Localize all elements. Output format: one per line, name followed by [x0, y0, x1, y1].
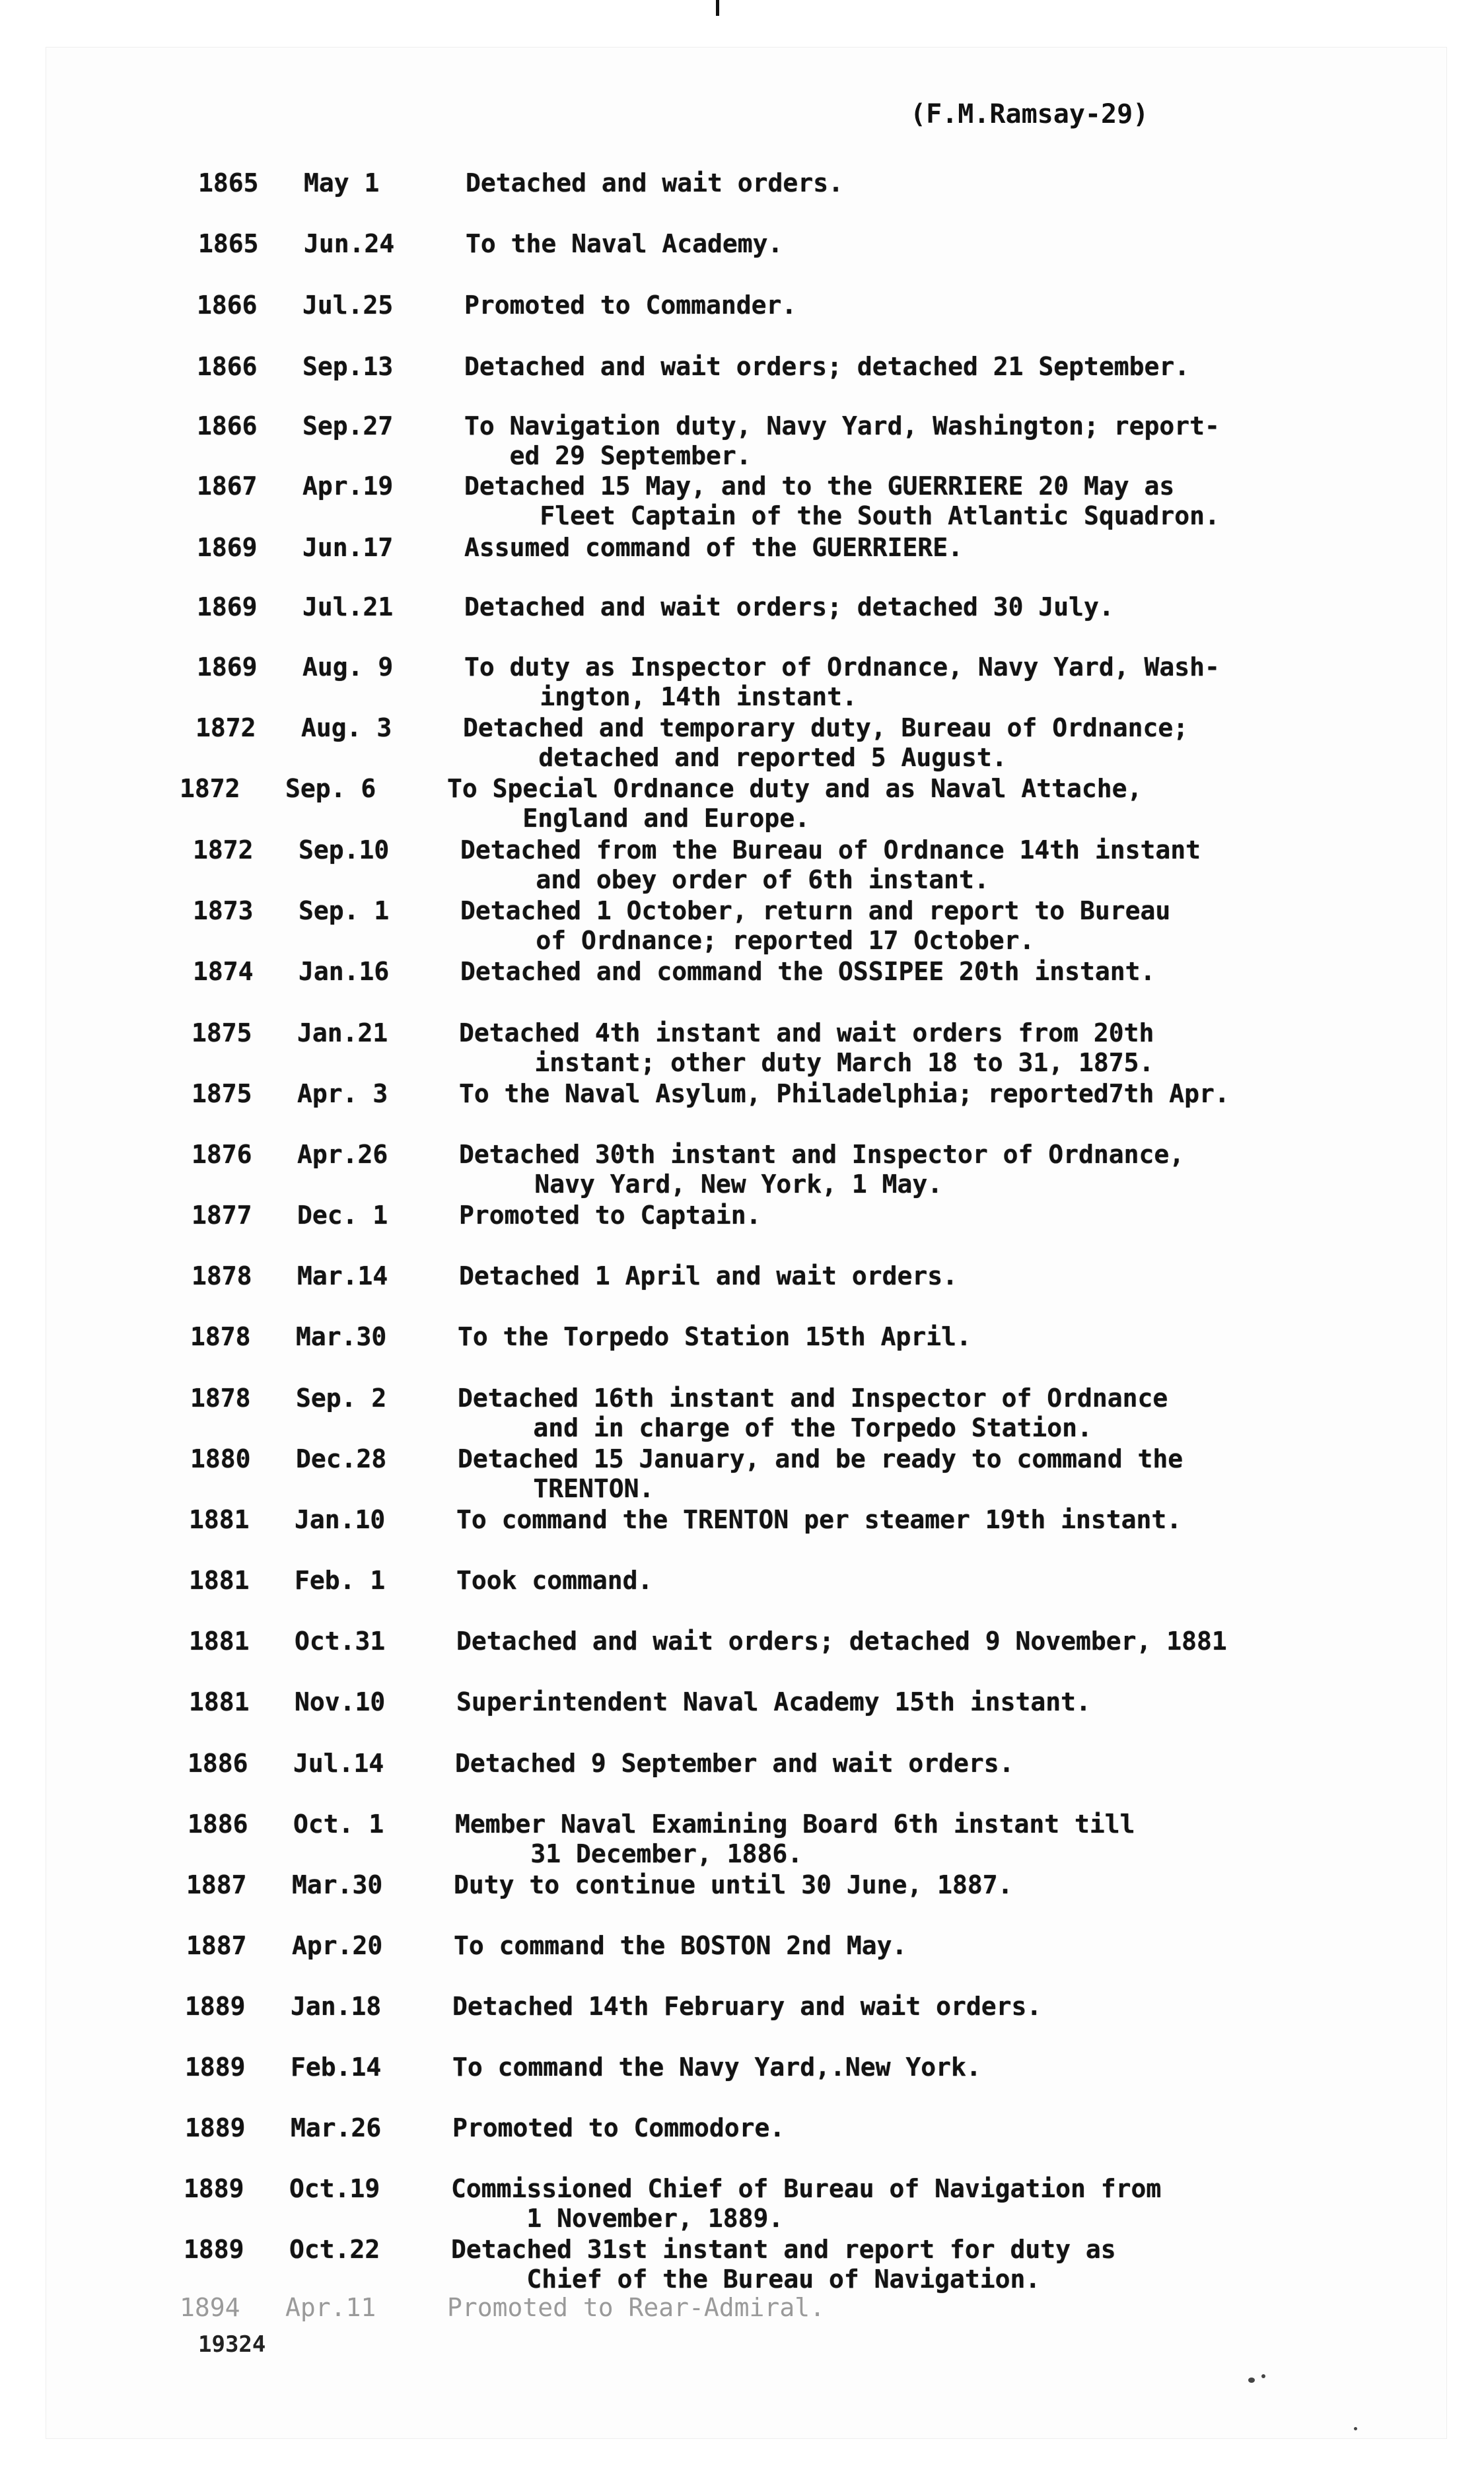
- entry-date: Apr. 3: [297, 1079, 388, 1108]
- entry-date: Feb.14: [291, 2053, 382, 2082]
- entry-description: Detached 30th instant and Inspector of Ordnance, Navy Yard, New York, 1 May.: [459, 1140, 1185, 1199]
- entry-date: Sep.10: [299, 835, 390, 864]
- entry-description: Detached 15 January, and be ready to command the TRENTON.: [458, 1444, 1184, 1503]
- document-number: 19324: [198, 2331, 266, 2358]
- entry-description: To duty as Inspector of Ordnance, Navy Yard, Wash- ington, 14th instant.: [464, 652, 1220, 711]
- entry-date: Jul.21: [302, 592, 394, 621]
- entry-year: 1869: [197, 533, 258, 562]
- entry-date: Jan.16: [299, 957, 390, 986]
- entry-description: Detached from the Bureau of Ordnance 14th instant and obey order of 6th instant.: [460, 835, 1201, 894]
- header-reference: (F.M.Ramsay-29): [910, 99, 1149, 129]
- entry-date: Dec.28: [296, 1444, 387, 1473]
- entry-description: To the Naval Asylum, Philadelphia; reported7th Apr.: [459, 1079, 1230, 1108]
- entry-year: 1873: [193, 896, 254, 925]
- entry-description: Detached 9 September and wait orders.: [455, 1749, 1014, 1778]
- entry-year: 1866: [197, 411, 258, 441]
- entry-date: Jun.24: [304, 229, 395, 258]
- entry-date: Sep. 6: [285, 774, 376, 803]
- entry-date: Oct.22: [289, 2235, 380, 2264]
- entry-description: To Navigation duty, Navy Yard, Washington; report- ed 29 September.: [464, 411, 1220, 470]
- entry-description: Detached 1 October, return and report to Bureau of Ordnance; reported 17 October.: [460, 896, 1171, 955]
- entry-year: 1877: [192, 1201, 252, 1230]
- entry-date: Sep. 1: [299, 896, 390, 925]
- entry-year: 1886: [188, 1749, 248, 1778]
- entry-date: Sep.13: [302, 352, 394, 381]
- entry-year: 1876: [192, 1140, 252, 1169]
- entry-date: Mar.30: [292, 1870, 383, 1899]
- entry-date: Nov.10: [295, 1687, 386, 1716]
- scan-speck: [1248, 2378, 1255, 2383]
- entry-description: Detached 1 April and wait orders.: [459, 1261, 958, 1290]
- entry-year: 1869: [197, 652, 258, 682]
- entry-description: Detached and wait orders; detached 21 September.: [464, 352, 1190, 381]
- entry-year: 1881: [189, 1566, 250, 1595]
- entry-description: Promoted to Captain.: [459, 1201, 761, 1230]
- entry-year: 1889: [185, 2053, 246, 2082]
- entry-date: Mar.26: [291, 2113, 382, 2142]
- entry-year: 1887: [186, 1931, 247, 1960]
- entry-date: Jan.10: [295, 1505, 386, 1534]
- entry-description: Member Naval Examining Board 6th instant till 31 December, 1886.: [455, 1810, 1135, 1868]
- entry-description: Detached 15 May, and to the GUERRIERE 20 May as Fleet Captain of the South Atlantic Squadron.: [464, 472, 1220, 530]
- entry-year: 1878: [190, 1322, 251, 1351]
- entry-year: 1872: [195, 713, 256, 742]
- entry-description: To the Torpedo Station 15th April.: [458, 1322, 972, 1351]
- entry-date: Oct.19: [289, 2174, 380, 2203]
- entry-description: Detached and temporary duty, Bureau of Ordnance; detached and reported 5 August.: [463, 713, 1189, 772]
- entry-year: 1880: [190, 1444, 251, 1473]
- entry-description: Detached 4th instant and wait orders from 20th instant; other duty March 18 to 31, 1875.: [459, 1018, 1154, 1077]
- entry-description: Promoted to Commodore.: [452, 2113, 785, 2142]
- entry-year: 1865: [198, 168, 259, 197]
- entry-description: Detached 31st instant and report for duty as Chief of the Bureau of Navigation.: [451, 2235, 1116, 2294]
- entry-year: 1866: [197, 352, 258, 381]
- entry-date: Dec. 1: [297, 1201, 388, 1230]
- entry-date: Jan.21: [297, 1018, 388, 1047]
- entry-date: Mar.14: [297, 1261, 388, 1290]
- entry-date: Aug. 3: [301, 713, 392, 742]
- entry-date: Jul.25: [302, 291, 394, 320]
- entry-year: 1894: [180, 2293, 240, 2322]
- entry-year: 1872: [193, 835, 254, 864]
- entry-year: 1886: [188, 1810, 248, 1839]
- entry-description: To the Naval Academy.: [466, 229, 783, 258]
- scan-speck: [1354, 2427, 1357, 2430]
- entry-year: 1889: [184, 2174, 244, 2203]
- entry-description: Detached and wait orders; detached 9 November, 1881: [456, 1627, 1227, 1656]
- entry-description: Assumed command of the GUERRIERE.: [464, 533, 963, 562]
- entry-year: 1889: [184, 2235, 244, 2264]
- entry-date: Apr.19: [302, 472, 394, 501]
- entry-date: Sep. 2: [296, 1384, 387, 1413]
- entry-description: Detached 16th instant and Inspector of Ordnance and in charge of the Torpedo Station.: [458, 1384, 1168, 1442]
- entry-year: 1881: [189, 1505, 250, 1534]
- entry-description: Duty to continue until 30 June, 1887.: [454, 1870, 1013, 1899]
- entry-year: 1881: [189, 1687, 250, 1716]
- entry-date: Feb. 1: [295, 1566, 386, 1595]
- entry-date: Jul.14: [293, 1749, 384, 1778]
- entry-year: 1887: [186, 1870, 247, 1899]
- entry-year: 1878: [192, 1261, 252, 1290]
- entry-date: Sep.27: [302, 411, 394, 441]
- entry-description: Promoted to Rear-Admiral.: [447, 2293, 825, 2322]
- entry-description: To command the Navy Yard,.New York.: [452, 2053, 981, 2082]
- entry-year: 1889: [185, 2113, 246, 2142]
- entry-date: Oct. 1: [293, 1810, 384, 1839]
- entry-date: Apr.20: [292, 1931, 383, 1960]
- entry-description: Took command.: [456, 1566, 653, 1595]
- entry-description: Detached 14th February and wait orders.: [452, 1992, 1042, 2021]
- entry-date: May 1: [304, 168, 380, 197]
- entry-description: To command the TRENTON per steamer 19th instant.: [456, 1505, 1182, 1534]
- entry-date: Mar.30: [296, 1322, 387, 1351]
- entry-year: 1865: [198, 229, 259, 258]
- entry-date: Jan.18: [291, 1992, 382, 2021]
- entry-description: Promoted to Commander.: [464, 291, 797, 320]
- entry-year: 1875: [192, 1079, 252, 1108]
- entry-date: Apr.11: [285, 2293, 376, 2322]
- entry-date: Oct.31: [295, 1627, 386, 1656]
- entry-date: Apr.26: [297, 1140, 388, 1169]
- entry-year: 1881: [189, 1627, 250, 1656]
- entry-year: 1875: [192, 1018, 252, 1047]
- entry-description: To Special Ordnance duty and as Naval Attache, England and Europe.: [447, 774, 1143, 833]
- entry-description: Detached and wait orders.: [466, 168, 843, 197]
- entry-description: Superintendent Naval Academy 15th instant.: [456, 1687, 1091, 1716]
- entry-year: 1874: [193, 957, 254, 986]
- entry-year: 1869: [197, 592, 258, 621]
- scan-speck: [1261, 2374, 1265, 2378]
- entry-description: To command the BOSTON 2nd May.: [454, 1931, 907, 1960]
- entry-year: 1872: [180, 774, 240, 803]
- entry-description: Commissioned Chief of Bureau of Navigation from 1 November, 1889.: [451, 2174, 1162, 2233]
- entry-date: Jun.17: [302, 533, 394, 562]
- entry-date: Aug. 9: [302, 652, 394, 682]
- entry-year: 1866: [197, 291, 258, 320]
- entry-year: 1867: [197, 472, 258, 501]
- entry-year: 1878: [190, 1384, 251, 1413]
- entry-description: Detached and wait orders; detached 30 July.: [464, 592, 1114, 621]
- entry-year: 1889: [185, 1992, 246, 2021]
- entry-description: Detached and command the OSSIPEE 20th instant.: [460, 957, 1156, 986]
